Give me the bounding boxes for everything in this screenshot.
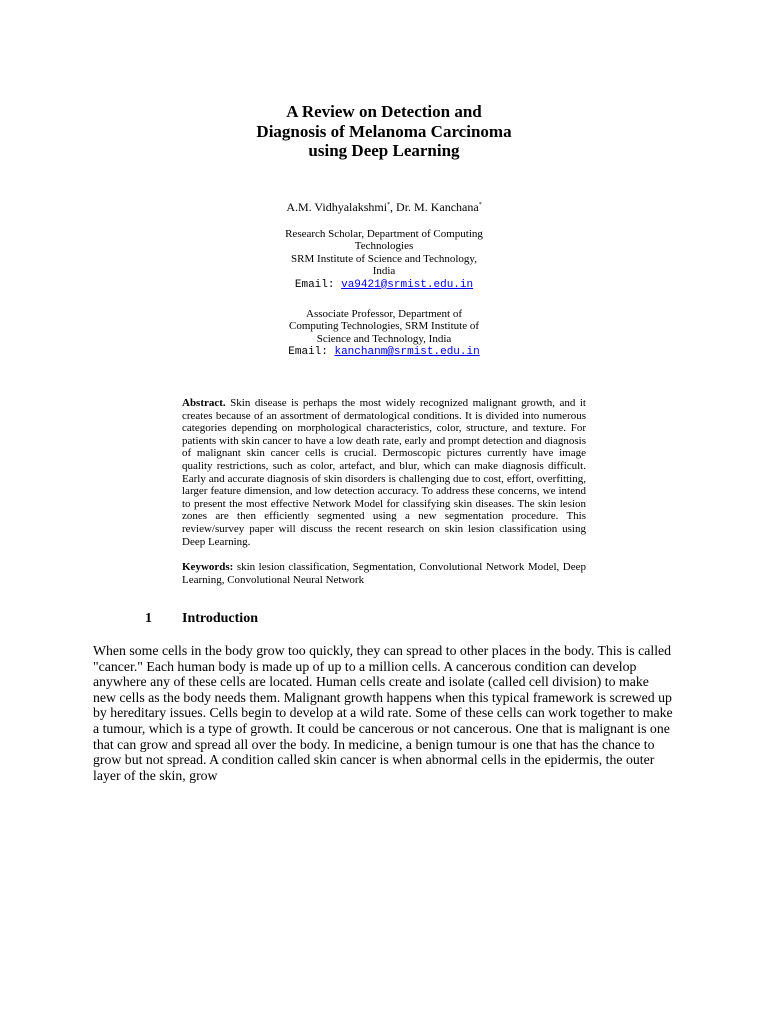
affiliation-line: SRM Institute of Science and Technology, <box>291 252 477 265</box>
affiliation-line: Associate Professor, Department of <box>306 308 462 320</box>
keywords-text: skin lesion classification, Segmentation, Convolutional Network Model, Deep Learning, Convolutional Neural Network <box>182 561 586 586</box>
author-list <box>234 200 534 215</box>
paper-title: A Review on Detection and Diagnosis of Melanoma Carcinoma using Deep Learning <box>256 102 512 160</box>
author-name: Dr. M. Kanchana <box>396 200 479 214</box>
section-heading <box>145 610 258 628</box>
affiliation-line: Computing Technologies, SRM Institute of <box>289 320 479 333</box>
affiliation-line: Research Scholar, Department of Computing <box>285 228 483 240</box>
author-mark: * <box>478 202 482 208</box>
email-line <box>269 345 499 359</box>
email-line <box>269 278 499 292</box>
affiliation-line: Science and Technology, India <box>316 332 452 345</box>
section-title: Introduction <box>182 611 258 626</box>
author-separator: , <box>390 200 397 214</box>
affiliation-block <box>269 228 499 292</box>
body-paragraph: When some cells in the body grow too quickly, they can spread to other places in the body. This is called "cancer." Each human body is made up of up to a million cells. A cancerous condition can develop anywhere any of these cells are located. Human cells create and isolate (called cell division) to make new cells as the body needs them. Malignant growth happens when this typical framework is screwed up by hereditary issues. Cells begin to develop at a wild rate. Some of these cells can work together to make a tumour, which is a type of growth. It could be cancerous or not cancerous. One that is malignant is one that can grow and spread all over the body. In medicine, a benign tumour is one that has the chance to grow but not spread. A condition called skin cancer is when abnormal cells in the epidermis, the outer layer of the skin, grow <box>93 643 673 783</box>
email-label: Email: <box>288 346 335 359</box>
abstract-text: Skin disease is perhaps the most widely recognized malignant growth, and it creates because of an assortment of dermatological conditions. It is divided into numerous categories depending on morphological characteristics, color, structure, and texture. For patients with skin cancer to have a low death rate, early and prompt detection and diagnosis of malignant skin cancer cells is crucial. Dermoscopic pictures currently have image quality restrictions, such as color, artefact, and blur, which can make diagnosis difficult. Early and accurate diagnosis of skin disorders is challenging due to cost, effort, overfitting, larger feature dimension, and low detection accuracy. To address these concerns, we intend to present the most effective Network Model for classifying skin diseases. The skin lesion zones are then efficiently segmented using a new segmentation procedure. This review/survey paper will discuss the recent research on skin lesion classification using Deep Learning. <box>182 397 586 548</box>
keywords-label: Keywords: <box>182 561 234 573</box>
email-link[interactable]: kanchanm@srmist.edu.in <box>334 346 480 359</box>
keywords <box>182 561 586 586</box>
affiliation-line: Technologies <box>354 240 414 253</box>
abstract-label: Abstract. <box>182 397 226 409</box>
abstract <box>182 397 586 548</box>
affiliation-block <box>269 308 499 359</box>
email-link[interactable]: va9421@srmist.edu.in <box>341 278 474 291</box>
author-name: A.M. Vidhyalakshmi <box>286 200 388 214</box>
email-label: Email: <box>294 278 342 291</box>
section-number: 1 <box>145 611 152 626</box>
author-mark: * <box>387 202 391 208</box>
affiliation-line: India <box>372 265 396 278</box>
